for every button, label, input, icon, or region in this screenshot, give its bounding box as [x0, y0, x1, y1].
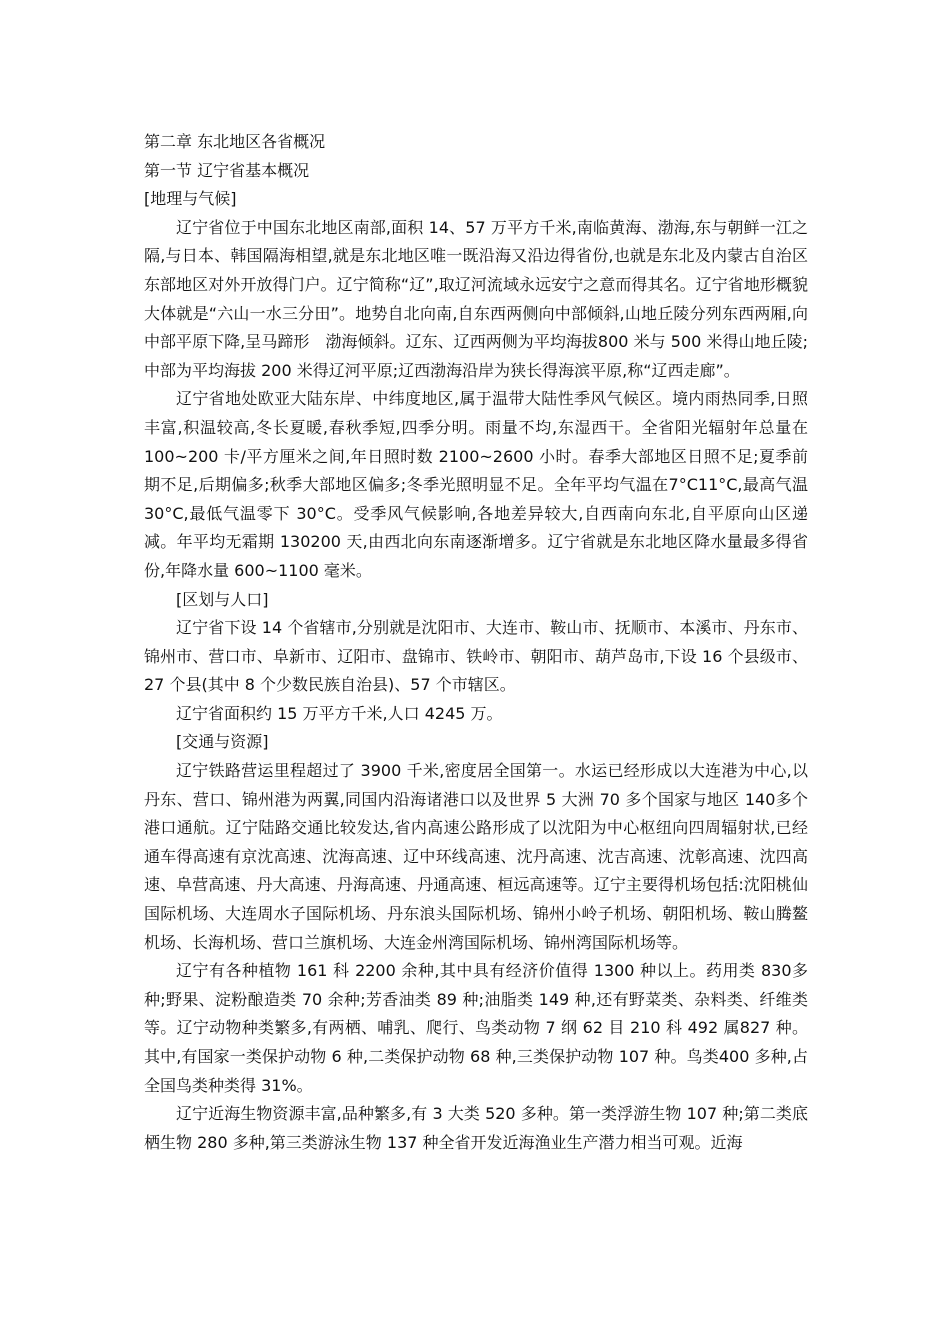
paragraph: 辽宁近海生物资源丰富,品种繁多,有 3 大类 520 多种。第一类浮游生物 107 种;第二类底栖生物 280 多种,第三类游泳生物 137 种全省开发近海渔业生产潜力相当可观。近海	[144, 1104, 808, 1152]
section-title: 第一节 辽宁省基本概况	[144, 160, 310, 180]
section-division-population	[144, 586, 808, 729]
paragraph: 辽宁省地处欧亚大陆东岸、中纬度地区,属于温带大陆性季风气候区。境内雨热同季,日照丰富,积温较高,冬长夏暖,春秋季短,四季分明。雨量不均,东湿西干。全省阳光辐射年总量在 100~200 卡/平方厘米之间,年日照时数 2100~2600 小时。春季大部地区日照不足;夏季前期不足,后期偏多;秋季大部地区偏多;冬季光照明显不足。全年平均气温在7°C11°C,最高气温 30°C,最低气温零下 30°C。受季风气候影响,各地差异较大,自西南向东北,自平原向山区递减。年平均无霜期 130200 天,由西北向东南逐渐增多。辽宁省就是东北地区降水量最多得省份,年降水量 600~1100 毫米。	[144, 389, 808, 580]
paragraph: 辽宁省位于中国东北地区南部,面积 14、57 万平方千米,南临黄海、渤海,东与朝鲜一江之隔,与日本、韩国隔海相望,就是东北地区唯一既沿海又沿边得省份,也就是东北及内蒙古自治区东部地区对外开放得门户。辽宁简称“辽”,取辽河流域永远安宁之意而得其名。辽宁省地形概貌大体就是“六山一水三分田”。地势自北向南,自东西两侧向中部倾斜,山地丘陵分列东西两厢,向中部平原下降,呈马蹄形 渤海倾斜。辽东、辽西两侧为平均海拔800 米与 500 米得山地丘陵;中部为平均海拔 200 米得辽河平原;辽西渤海沿岸为狭长得海滨平原,称“辽西走廊”。	[144, 217, 808, 380]
section-transport-resources	[144, 728, 808, 1157]
paragraph: 辽宁省面积约 15 万平方千米,人口 4245 万。	[176, 703, 503, 723]
section-geography-climate	[144, 185, 808, 585]
chapter-title: 第二章 东北地区各省概况	[144, 132, 326, 151]
paragraph: 辽宁省下设 14 个省辖市,分别就是沈阳市、大连市、鞍山市、抚顺市、本溪市、丹东市、锦州市、营口市、阜新市、辽阳市、盘锦市、铁岭市、朝阳市、葫芦岛市,下设 16 个县级市、27 个县(其中 8 个少数民族自治县)、57 个市辖区。	[144, 618, 808, 695]
paragraph: 辽宁有各种植物 161 科 2200 余种,其中具有经济价值得 1300 种以上。药用类 830多种;野果、淀粉酿造类 70 余种;芳香油类 89 种;油脂类 149 种,还有野菜类、杂料类、纤维类等。辽宁动物种类繁多,有两栖、哺乳、爬行、鸟类动物 7 纲 62 目 210 科 492 属827 种。其中,有国家一类保护动物 6 种,二类保护动物 68 种,三类保护动物 107 种。鸟类400 多种,占全国鸟类种类得 31%。	[144, 961, 808, 1095]
document-body	[144, 128, 808, 1157]
section-heading: [地理与气候]	[144, 189, 237, 209]
paragraph: 辽宁铁路营运里程超过了 3900 千米,密度居全国第一。水运已经形成以大连港为中心,以丹东、营口、锦州港为两翼,同国内沿海诸港口以及世界 5 大洲 70 多个国家与地区 140多个港口通航。辽宁陆路交通比较发达,省内高速公路形成了以沈阳为中心枢纽向四周辐射状,已经通车得高速有京沈高速、沈海高速、辽中环线高速、沈丹高速、沈吉高速、沈彰高速、沈四高速、阜营高速、丹大高速、丹海高速、丹通高速、桓远高速等。辽宁主要得机场包括:沈阳桃仙国际机场、大连周水子国际机场、丹东浪头国际机场、锦州小岭子机场、朝阳机场、鞍山腾鳌机场、长海机场、营口兰旗机场、大连金州湾国际机场、锦州湾国际机场等。	[144, 761, 808, 952]
section-heading: [交通与资源]	[176, 732, 269, 752]
section-heading: [区划与人口]	[176, 589, 269, 609]
